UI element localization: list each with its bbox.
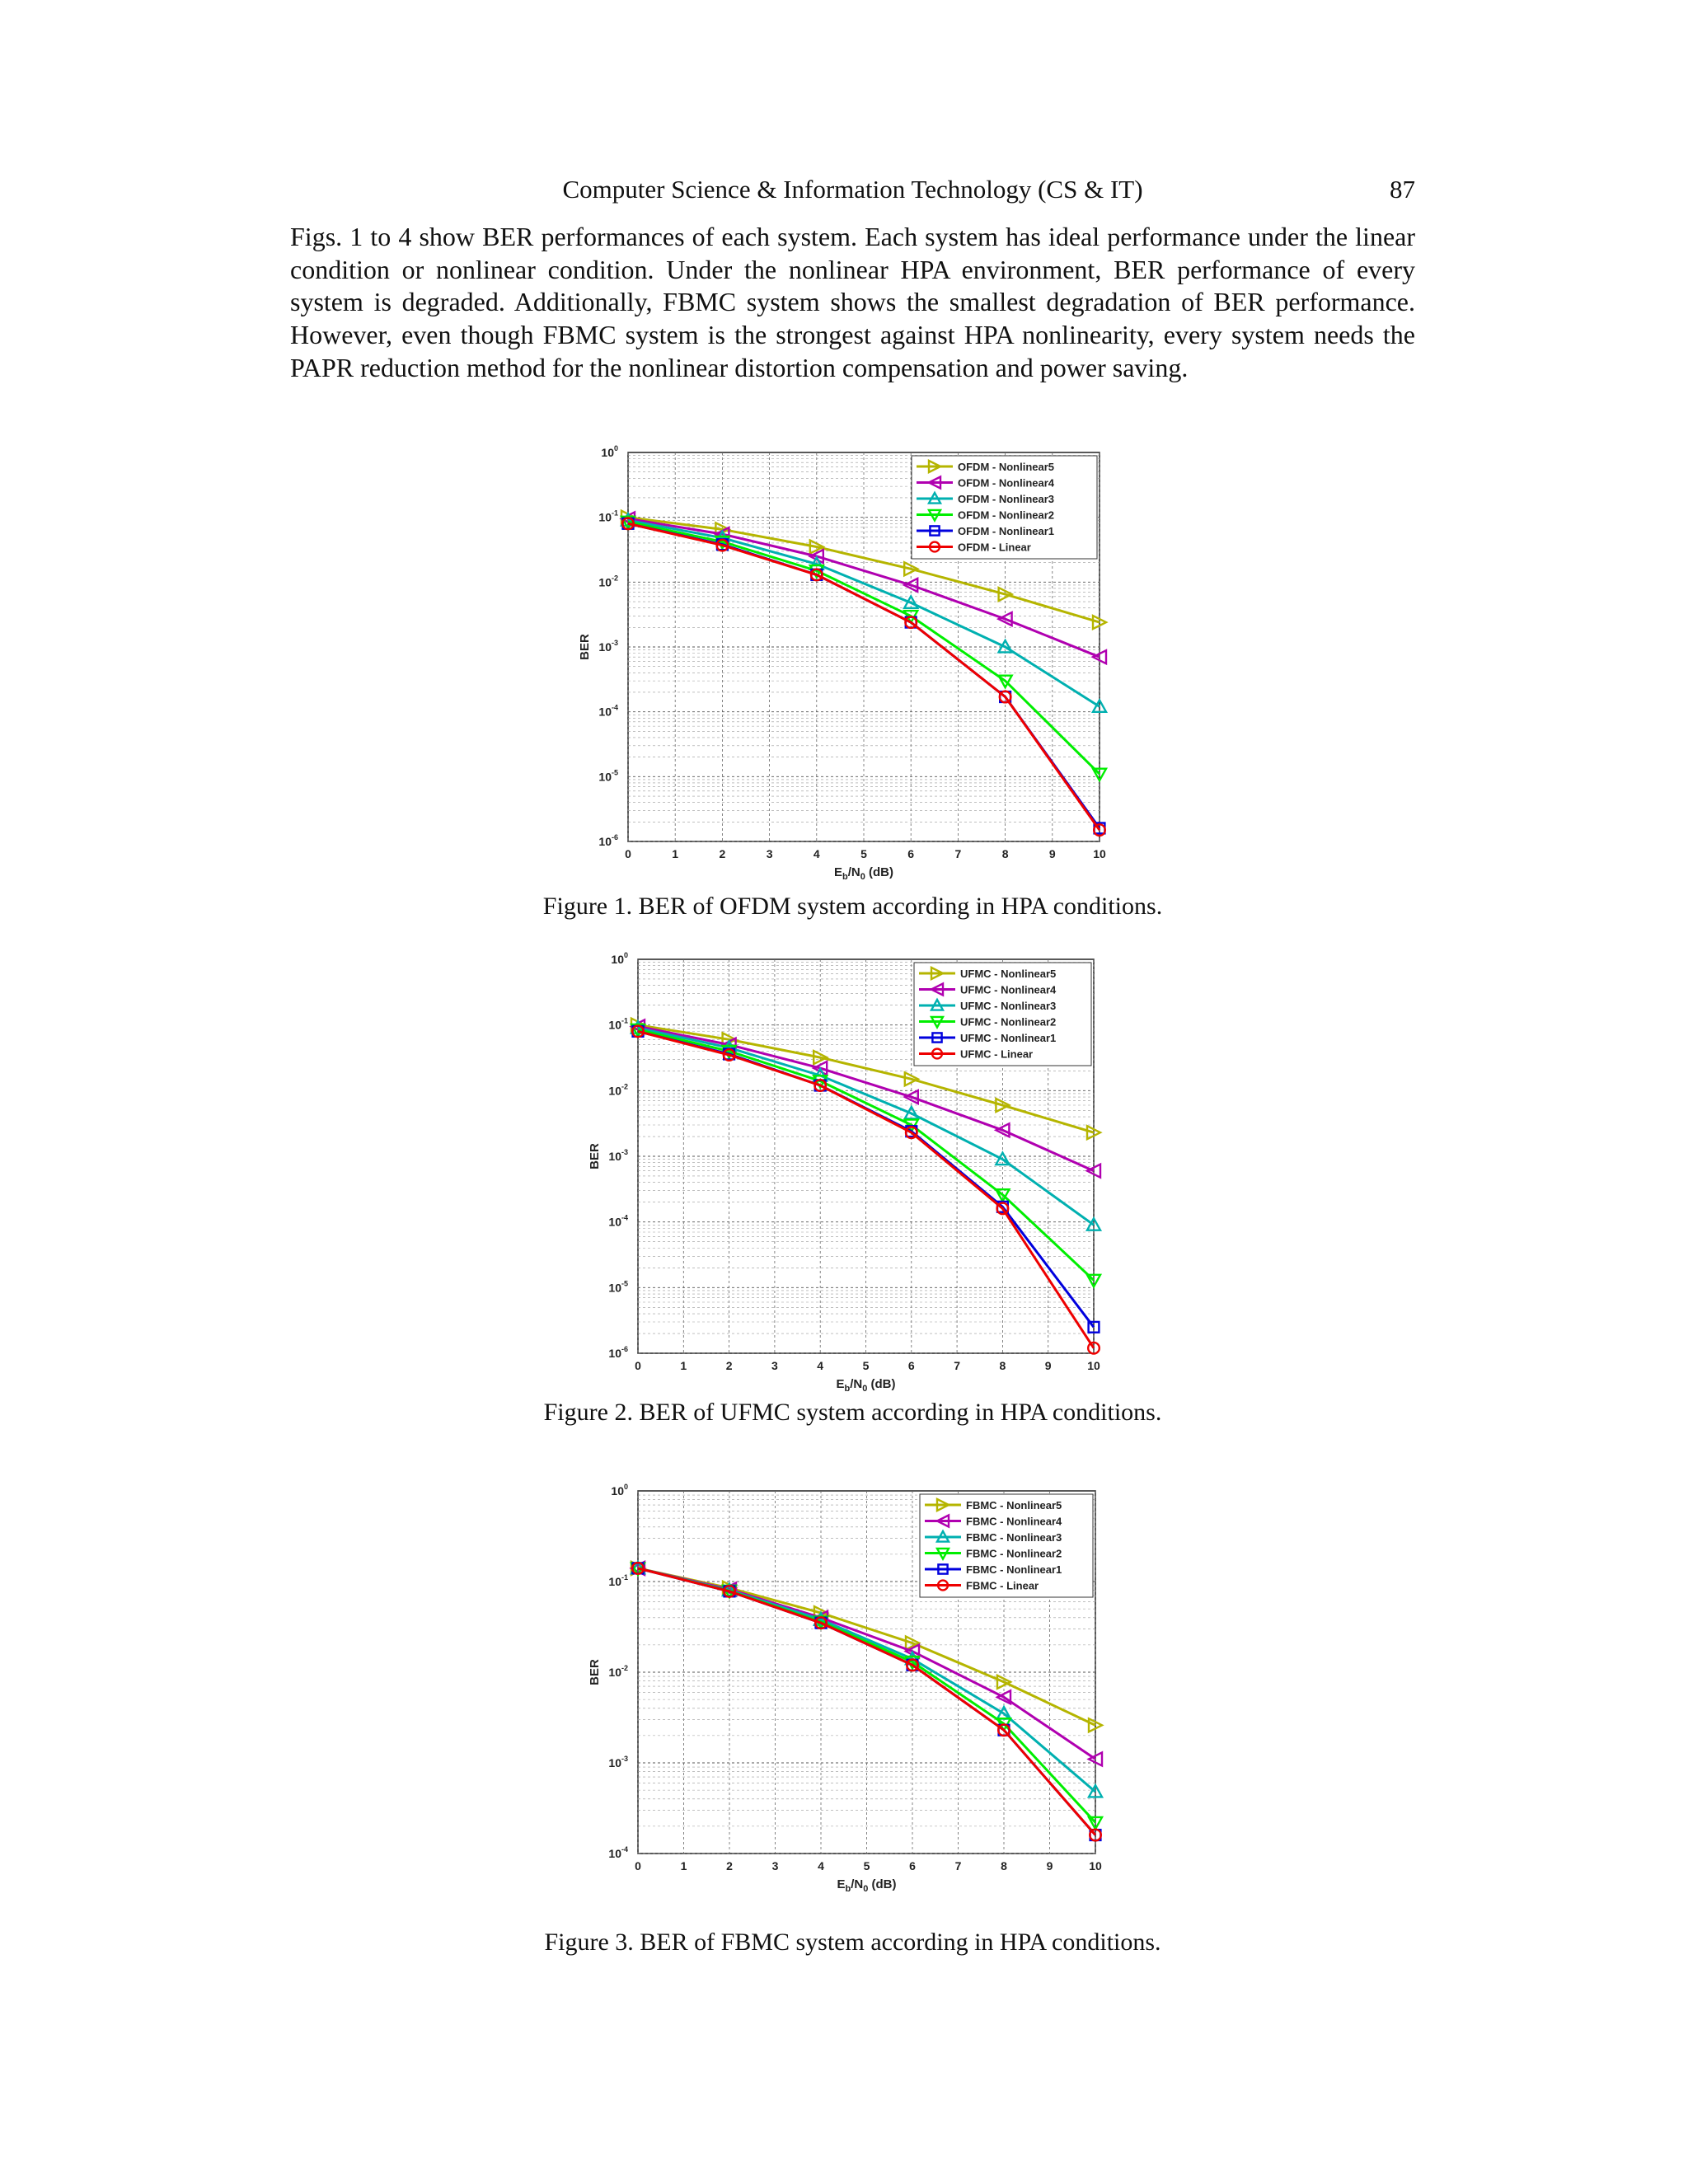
legend-label: OFDM - Linear — [958, 541, 1031, 554]
x-tick-label: 8 — [1001, 847, 1009, 860]
x-tick-label: 5 — [860, 847, 867, 860]
legend-label: UFMC - Nonlinear2 — [960, 1015, 1057, 1029]
y-tick-exponent: 0 — [623, 1483, 628, 1491]
x-tick-label: 1 — [680, 1359, 687, 1372]
x-axis-label-part: (dB) — [868, 1877, 897, 1891]
x-tick-label: 4 — [818, 1859, 824, 1872]
legend-label: FBMC - Nonlinear5 — [966, 1499, 1062, 1511]
x-tick-label: 6 — [909, 1859, 916, 1872]
legend-label: UFMC - Nonlinear3 — [960, 1000, 1057, 1012]
x-tick-label: 1 — [672, 847, 679, 860]
page-header — [290, 173, 1415, 209]
body-paragraph: Figs. 1 to 4 show BER performances of each system. Each system has ideal performance under the linear condition or nonlinear condition. Under the nonlinear HPA environment, BER performance of every system is degraded. Additionally, FBMC system shows the smallest degradation of BER performance. However, even though FBMC system is the strongest against HPA nonlinearity, every system needs the PAPR reduction method for the nonlinear distortion compensation and power saving. — [290, 222, 1415, 382]
x-tick-label: 0 — [625, 847, 631, 860]
y-tick-label: $10^{-1}$ — [608, 1573, 628, 1588]
x-tick-label: 10 — [1087, 1359, 1100, 1372]
x-tick-label: 2 — [726, 1859, 733, 1872]
x-tick-label: 0 — [635, 1859, 641, 1872]
ber-chart-3 — [587, 1479, 1114, 1894]
y-tick-label: $10^0$ — [611, 951, 628, 966]
x-tick-label: 9 — [1044, 1359, 1052, 1372]
y-tick-exponent: -4 — [611, 703, 618, 712]
y-tick-label: $10^0$ — [611, 1483, 628, 1497]
x-axis-label-part: E — [836, 1377, 845, 1391]
x-axis-label-part: /N — [850, 1377, 863, 1391]
ber-chart-1 — [577, 441, 1121, 882]
figure-3 — [587, 1479, 1114, 1894]
legend-label: UFMC - Nonlinear5 — [960, 968, 1057, 980]
y-tick-label: $10^{-4}$ — [598, 703, 618, 719]
legend-label: FBMC - Linear — [966, 1579, 1039, 1592]
y-tick-exponent: -1 — [621, 1573, 628, 1582]
y-tick-label: $10^0$ — [601, 444, 618, 459]
x-axis-label-part: (dB) — [865, 865, 894, 879]
y-tick-label: $10^{-6}$ — [608, 1345, 628, 1360]
x-tick-label: 9 — [1048, 847, 1056, 860]
legend — [912, 456, 1097, 559]
y-tick-exponent: -2 — [621, 1664, 628, 1672]
legend-label: UFMC - Linear — [960, 1047, 1034, 1061]
y-tick-exponent: -6 — [611, 833, 618, 841]
y-tick-exponent: -3 — [621, 1148, 628, 1156]
x-axis-label-part: /N — [847, 865, 860, 879]
x-axis-label-part: E — [833, 865, 842, 879]
x-tick-label: 6 — [907, 1359, 915, 1372]
y-tick-exponent: 0 — [623, 951, 628, 959]
x-tick-label: 8 — [999, 1359, 1006, 1372]
y-tick-label: $10^{-3}$ — [608, 1148, 628, 1163]
y-tick-label: $10^{-6}$ — [598, 833, 618, 848]
y-tick-label: $10^{-5}$ — [598, 768, 618, 784]
x-axis-label-sub: 0 — [863, 1884, 869, 1894]
x-tick-label: 5 — [862, 1359, 870, 1372]
running-title: Computer Science & Information Technology (CS & IT) — [562, 175, 1143, 204]
figure-3-caption: Figure 3. BER of FBMC system according in HPA conditions. — [544, 1929, 1161, 1956]
legend-label: UFMC - Nonlinear4 — [960, 983, 1057, 996]
x-axis-label-part: E — [837, 1877, 846, 1891]
y-tick-exponent: -3 — [611, 639, 618, 647]
legend-label: FBMC - Nonlinear2 — [966, 1547, 1062, 1560]
x-tick-label: 1 — [680, 1859, 687, 1872]
figure-1 — [577, 441, 1121, 882]
figure-2 — [587, 948, 1114, 1394]
x-tick-label: 6 — [907, 847, 915, 860]
x-tick-label: 7 — [954, 847, 962, 860]
x-tick-label: 9 — [1046, 1859, 1053, 1872]
x-axis-label — [834, 865, 893, 882]
y-tick-label: $10^{-4}$ — [608, 1213, 628, 1229]
x-axis-label — [837, 1877, 896, 1894]
x-tick-label: 10 — [1093, 847, 1106, 860]
legend-label: OFDM - Nonlinear5 — [958, 461, 1055, 473]
figure-1-caption: Figure 1. BER of OFDM system according in HPA conditions. — [542, 893, 1163, 920]
y-tick-exponent: -1 — [611, 509, 618, 518]
legend-label: FBMC - Nonlinear3 — [966, 1531, 1062, 1544]
legend-label: FBMC - Nonlinear1 — [966, 1563, 1062, 1576]
ber-chart-2 — [587, 948, 1114, 1394]
y-axis-label: BER — [588, 1143, 602, 1169]
y-axis-label: BER — [578, 634, 592, 660]
x-tick-label: 8 — [1001, 1859, 1007, 1872]
legend-label: FBMC - Nonlinear4 — [966, 1515, 1062, 1528]
y-axis-label: BER — [588, 1659, 602, 1685]
x-tick-label: 2 — [725, 1359, 733, 1372]
y-tick-exponent: -2 — [621, 1082, 628, 1091]
x-tick-label: 3 — [771, 1359, 778, 1372]
y-tick-exponent: -3 — [621, 1755, 628, 1763]
legend-label: OFDM - Nonlinear3 — [958, 493, 1055, 505]
y-tick-label: $10^{-3}$ — [598, 639, 618, 654]
x-axis-label-sub: 0 — [862, 1384, 868, 1394]
x-axis-label-sub: 0 — [860, 872, 865, 882]
figure-2-caption: Figure 2. BER of UFMC system according in HPA conditions. — [543, 1399, 1162, 1426]
x-tick-label: 10 — [1089, 1859, 1102, 1872]
y-tick-label: $10^{-2}$ — [608, 1664, 628, 1679]
y-tick-exponent: -5 — [621, 1279, 628, 1288]
legend-label: OFDM - Nonlinear1 — [958, 525, 1055, 537]
x-axis-label-part: /N — [851, 1877, 864, 1891]
legend-label: OFDM - Nonlinear2 — [958, 509, 1055, 522]
x-axis-label-part: (dB) — [867, 1377, 896, 1391]
legend — [920, 1494, 1093, 1597]
x-tick-label: 4 — [813, 847, 820, 860]
x-axis-label-sub: b — [845, 1884, 851, 1894]
legend-label: OFDM - Nonlinear4 — [958, 476, 1055, 490]
y-tick-exponent: -5 — [611, 768, 618, 777]
y-tick-label: $10^{-4}$ — [608, 1845, 628, 1860]
x-tick-label: 5 — [863, 1859, 870, 1872]
y-tick-label: $10^{-2}$ — [608, 1082, 628, 1098]
x-tick-label: 7 — [954, 1859, 962, 1872]
y-tick-label: $10^{-1}$ — [608, 1016, 628, 1032]
y-tick-exponent: -2 — [611, 574, 618, 583]
x-tick-label: 7 — [954, 1359, 960, 1372]
x-tick-label: 3 — [766, 847, 773, 860]
legend-label: UFMC - Nonlinear1 — [960, 1032, 1057, 1044]
x-axis-label-sub: b — [844, 1384, 851, 1394]
x-tick-label: 2 — [719, 847, 726, 860]
x-tick-label: 4 — [817, 1359, 824, 1372]
y-tick-label: $10^{-5}$ — [608, 1279, 628, 1295]
legend — [914, 963, 1091, 1066]
y-tick-exponent: -4 — [621, 1845, 628, 1854]
y-tick-exponent: 0 — [613, 444, 618, 452]
y-tick-exponent: -1 — [621, 1016, 628, 1025]
x-tick-label: 3 — [771, 1859, 779, 1872]
x-axis-label-sub: b — [842, 872, 848, 882]
y-tick-label: $10^{-2}$ — [598, 574, 618, 589]
x-axis-label — [836, 1377, 895, 1394]
y-tick-exponent: -6 — [621, 1345, 628, 1353]
y-tick-exponent: -4 — [621, 1213, 628, 1222]
y-tick-label: $10^{-1}$ — [598, 509, 618, 524]
y-tick-label: $10^{-3}$ — [608, 1755, 628, 1769]
page-number: 87 — [1390, 175, 1415, 204]
x-tick-label: 0 — [635, 1359, 641, 1372]
